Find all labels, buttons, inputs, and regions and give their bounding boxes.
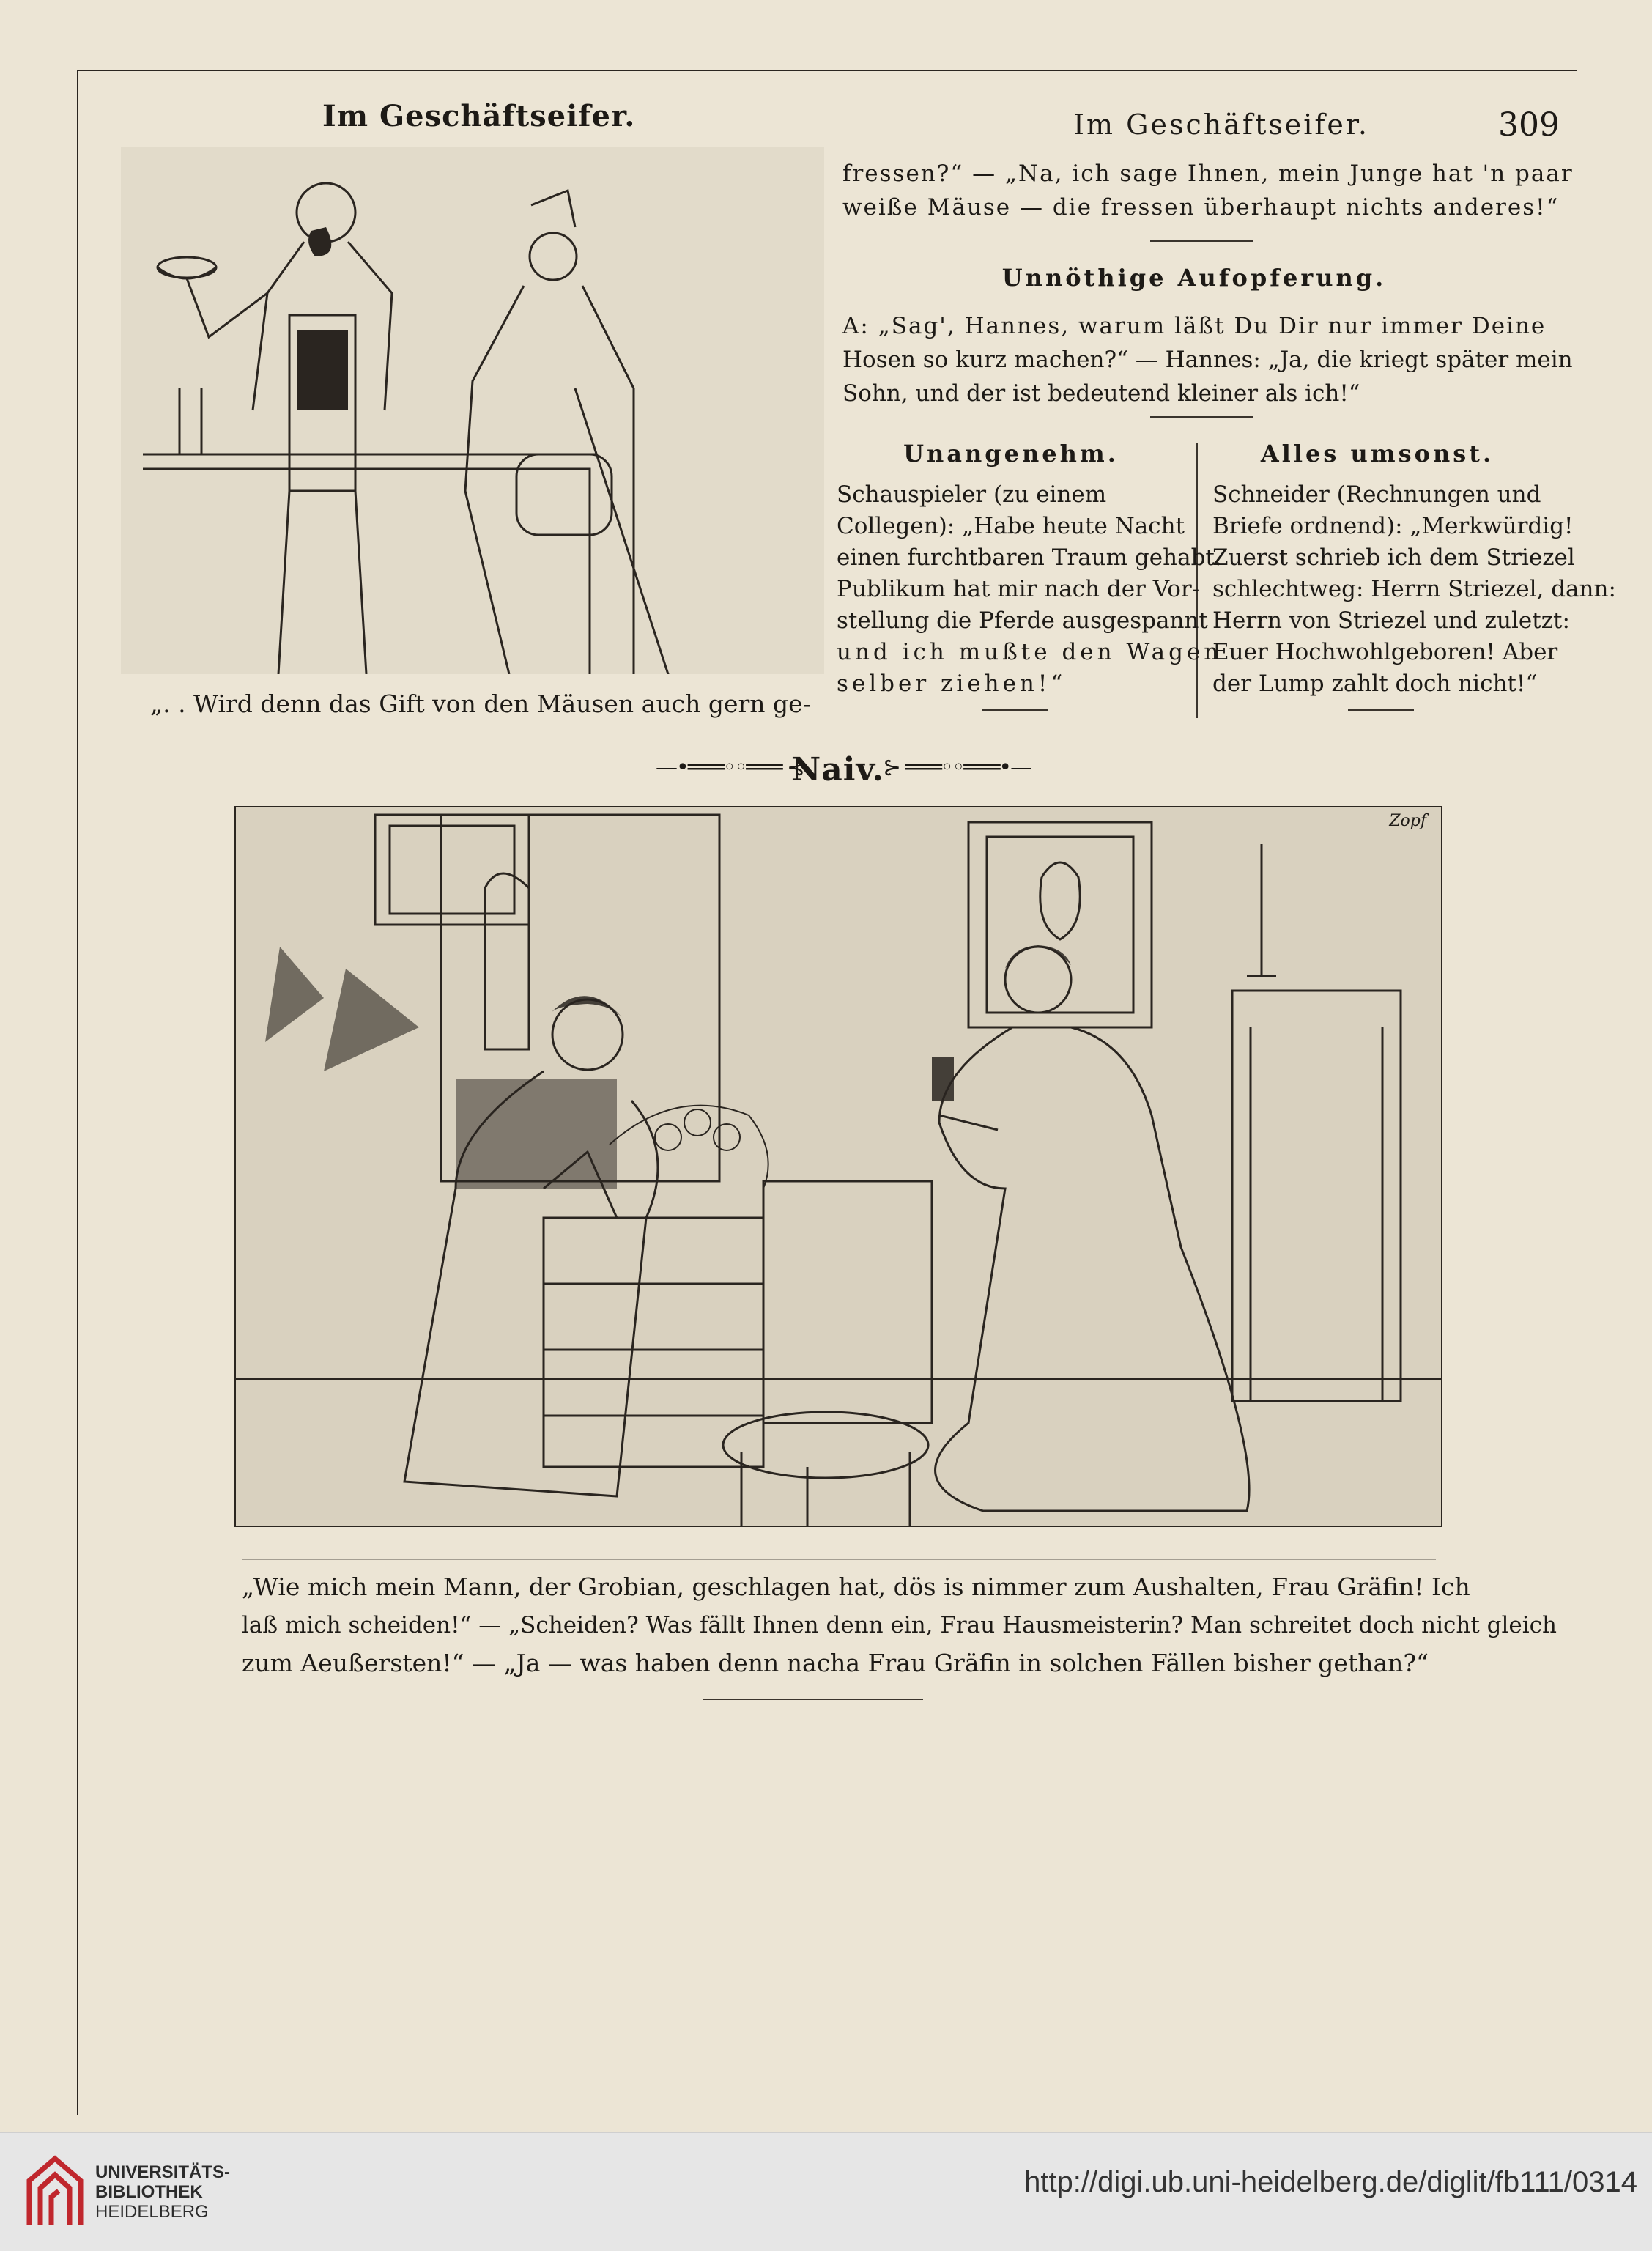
story-line: der Lump zahlt doch nicht!“ <box>1212 670 1538 697</box>
library-logo-icon <box>22 2151 88 2232</box>
naiv-caption-line-1: „Wie mich mein Mann, der Grobian, geschlagen hat, dös is nimmer zum Aushalten, Frau Gräfin! Ich <box>242 1572 1470 1601</box>
story-line: Sohn, und der ist bedeutend kleiner als ich!“ <box>842 380 1360 407</box>
story-line: Euer Hochwohlgeboren! Aber <box>1212 639 1558 665</box>
story-line: Briefe ordnend): „Merkwürdig! <box>1212 513 1574 539</box>
continuation-line-1: fressen?“ — „Na, ich sage Ihnen, mein Junge hat 'n paar <box>842 160 1574 187</box>
story-line: Herrn von Striezel und zuletzt: <box>1212 607 1570 634</box>
footer-bar <box>0 2132 1652 2251</box>
continuation-line-2: weiße Mäuse — die fressen überhaupt nichts anderes!“ <box>842 194 1560 221</box>
library-name-line-1: UNIVERSITÄTS- <box>95 2162 231 2182</box>
naiv-caption-line-2: laß mich scheiden!“ — „Scheiden? Was fällt Ihnen denn ein, Frau Hausmeisterin? Man schreitet doch nicht gleich <box>242 1612 1557 1638</box>
end-rule <box>703 1699 923 1700</box>
page-number: 309 <box>1498 106 1560 144</box>
cartoon-title: Im Geschäftseifer. <box>322 99 636 133</box>
parlor-illustration <box>234 806 1442 1527</box>
story-heading-alles: Alles umsonst. <box>1260 440 1494 467</box>
divider-rule <box>982 709 1048 711</box>
library-name-line-3: HEIDELBERG <box>95 2202 209 2222</box>
story-line: Hosen so kurz machen?“ — Hannes: „Ja, die kriegt später mein <box>842 347 1573 373</box>
story-line: Collegen): „Habe heute Nacht <box>837 513 1185 539</box>
permalink[interactable]: http://digi.ub.uni-heidelberg.de/diglit/fb111/0314 <box>1024 2166 1637 2198</box>
ornament-right: ⊱ ═══◦◦═══•— <box>883 755 1031 780</box>
shop-illustration <box>121 147 824 674</box>
ornament-left: —•═══◦◦═══ ⊰ <box>656 755 804 780</box>
story-line: Schauspieler (zu einem <box>837 481 1107 508</box>
divider-rule <box>1150 416 1253 418</box>
library-name-line-2: BIBLIOTHEK <box>95 2182 203 2202</box>
story-line: und ich mußte den Wagen <box>837 639 1223 665</box>
story-line: schlechtweg: Herrn Striezel, dann: <box>1212 576 1616 602</box>
story-line: Publikum hat mir nach der Vor- <box>837 576 1200 602</box>
story-line: A: „Sag', Hannes, warum läßt Du Dir nur immer Deine <box>842 313 1547 339</box>
running-head: Im Geschäftseifer. <box>1073 108 1369 141</box>
naiv-caption-line-3: zum Aeußersten!“ — „Ja — was haben denn nacha Frau Gräfin in solchen Fällen bisher gethan?“ <box>242 1649 1429 1677</box>
story-line: selber ziehen!“ <box>837 670 1067 697</box>
story-line: einen furchtbaren Traum gehabt. <box>837 544 1222 571</box>
naiv-title: Naiv. <box>791 751 884 788</box>
story-line: stellung die Pferde ausgespannt <box>837 607 1208 634</box>
divider-rule <box>1348 709 1414 711</box>
story-heading-unangenehm: Unangenehm. <box>903 440 1119 467</box>
cartoon-caption: „. . Wird denn das Gift von den Mäusen auch gern ge- <box>150 690 811 718</box>
story-line: Zuerst schrieb ich dem Striezel <box>1212 544 1575 571</box>
artist-signature: Zopf <box>1389 812 1426 830</box>
story-heading-unnoethig: Unnöthige Aufopferung. <box>1001 264 1387 292</box>
caption-top-rule <box>242 1559 1436 1560</box>
divider-rule <box>1150 240 1253 242</box>
story-line: Schneider (Rechnungen und <box>1212 481 1541 508</box>
